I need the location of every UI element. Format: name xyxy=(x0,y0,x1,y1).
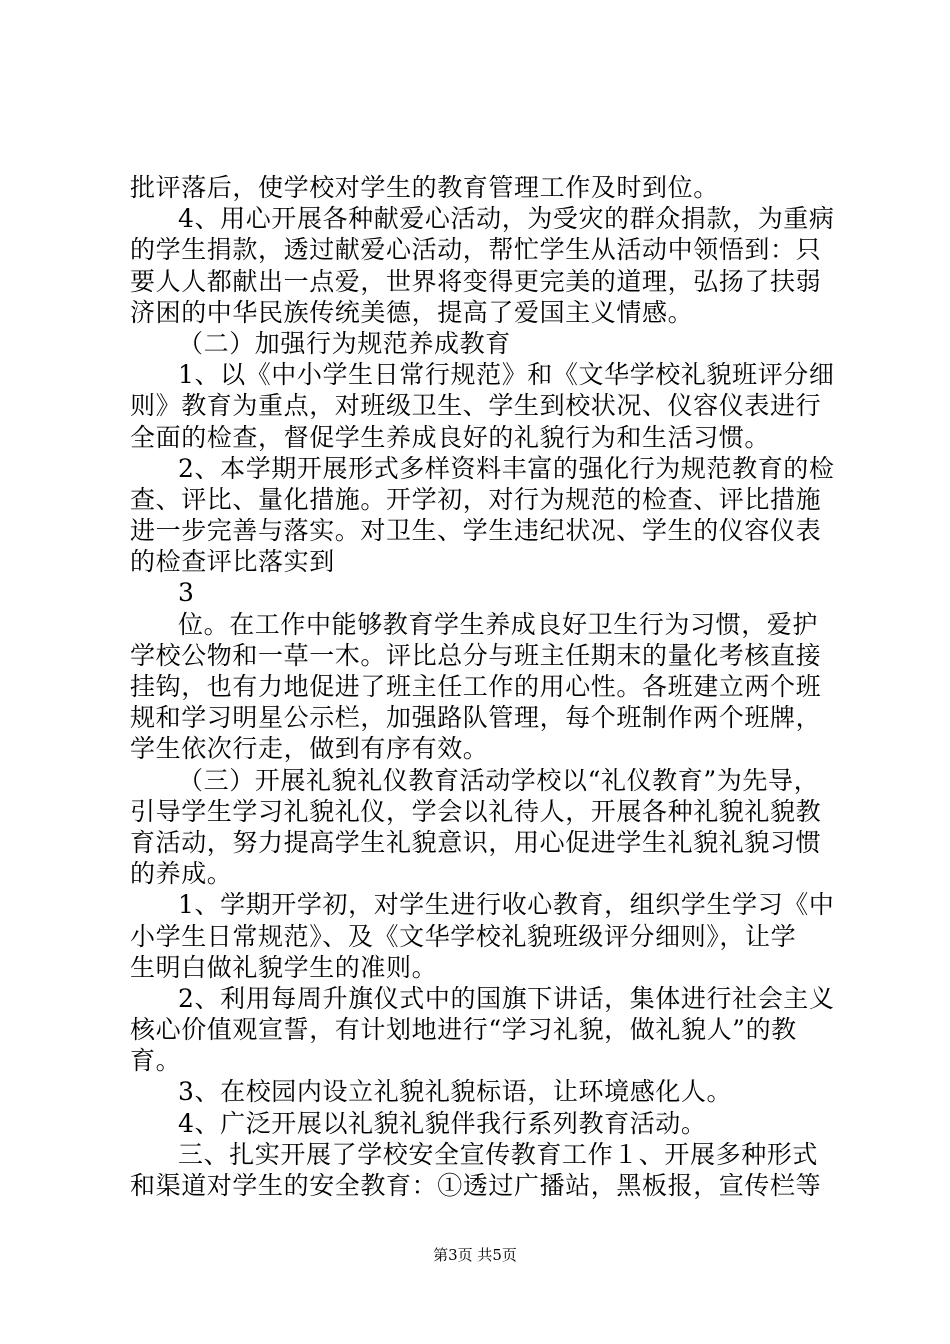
text-line: 小学生日常规范》、及《文华学校礼貌班级评分细则》，让学 xyxy=(130,921,797,951)
text-line: 批评落后，使学校对学生的教育管理工作及时到位。 xyxy=(130,173,719,202)
text-line: 2、利用每周升旗仪式中的国旗下讲话，集体进行社会主义 xyxy=(178,983,835,1013)
text-line: 4、用心开展各种献爱心活动，为受灾的群众捐款，为重病 xyxy=(178,204,835,234)
text-line: 规和学习明星公示栏，加强路队管理，每个班制作两个班牌， xyxy=(130,703,822,733)
text-line: 2、本学期开展形式多样资料丰富的强化行为规范教育的检 xyxy=(178,453,835,483)
text-line: 挂钩，也有力地促进了班主任工作的用心性。各班建立两个班 xyxy=(130,672,822,701)
text-line: 全面的检查，督促学生养成良好的礼貌行为和生活习惯。 xyxy=(130,422,771,452)
text-line: 核心价值观宣誓，有计划地进行“学习礼貌，做礼貌人”的教 xyxy=(130,1015,797,1045)
text-line: 要人人都献出一点爱，世界将变得更完美的道理，弘扬了扶弱 xyxy=(130,266,822,296)
text-line: 济困的中华民族传统美德，提高了爱国主义情感。 xyxy=(130,297,694,327)
text-line: 1、学期开学初，对学生进行收心教育，组织学生学习《中 xyxy=(178,890,835,920)
text-line: 的养成。 xyxy=(130,859,233,889)
text-line: （三）开展礼貌礼仪教育活动学校以“礼仪教育”为先导， xyxy=(178,765,820,795)
text-line: 三、扎实开展了学校安全宣传教育工作１、开展多种形式 xyxy=(178,1139,819,1169)
text-line: 3 xyxy=(178,578,195,608)
text-line: 的检查评比落实到 xyxy=(130,547,335,577)
text-line: 生明白做礼貌学生的准则。 xyxy=(130,952,438,982)
text-line: 位。在工作中能够教育学生养成良好卫生行为习惯，爱护 xyxy=(178,609,819,639)
page-footer: 第3页 共5页 xyxy=(433,1246,517,1264)
text-line: 则》教育为重点，对班级卫生、学生到校状况、仪容仪表进行 xyxy=(130,391,822,421)
text-line: 3、在校园内设立礼貌礼貌标语，让环境感化人。 xyxy=(178,1077,733,1107)
text-line: 育。 xyxy=(130,1046,182,1076)
text-line: （二）加强行为规范养成教育 xyxy=(178,328,511,358)
text-line: 的学生捐款，透过献爱心活动，帮忙学生从活动中领悟到：只 xyxy=(130,235,822,265)
body-text xyxy=(130,172,835,1201)
text-line: 1、以《中小学生日常行规范》和《文华学校礼貌班评分细 xyxy=(178,360,835,390)
text-line: 4、广泛开展以礼貌礼貌伴我行系列教育活动。 xyxy=(178,1108,707,1138)
text-line: 学生依次行走，做到有序有效。 xyxy=(130,734,489,764)
text-line: 和渠道对学生的安全教育：①透过广播站，黑板报，宣传栏等 xyxy=(130,1171,822,1200)
text-line: 查、评比、量化措施。开学初，对行为规范的检查、评比措施 xyxy=(130,484,822,514)
text-line: 育活动，努力提高学生礼貌意识，用心促进学生礼貌礼貌习惯 xyxy=(130,827,822,857)
text-line: 进一步完善与落实。对卫生、学生违纪状况、学生的仪容仪表 xyxy=(130,516,822,546)
text-line: 引导学生学习礼貌礼仪，学会以礼待人，开展各种礼貌礼貌教 xyxy=(130,796,822,826)
text-line: 学校公物和一草一木。评比总分与班主任期末的量化考核直接 xyxy=(130,640,822,670)
